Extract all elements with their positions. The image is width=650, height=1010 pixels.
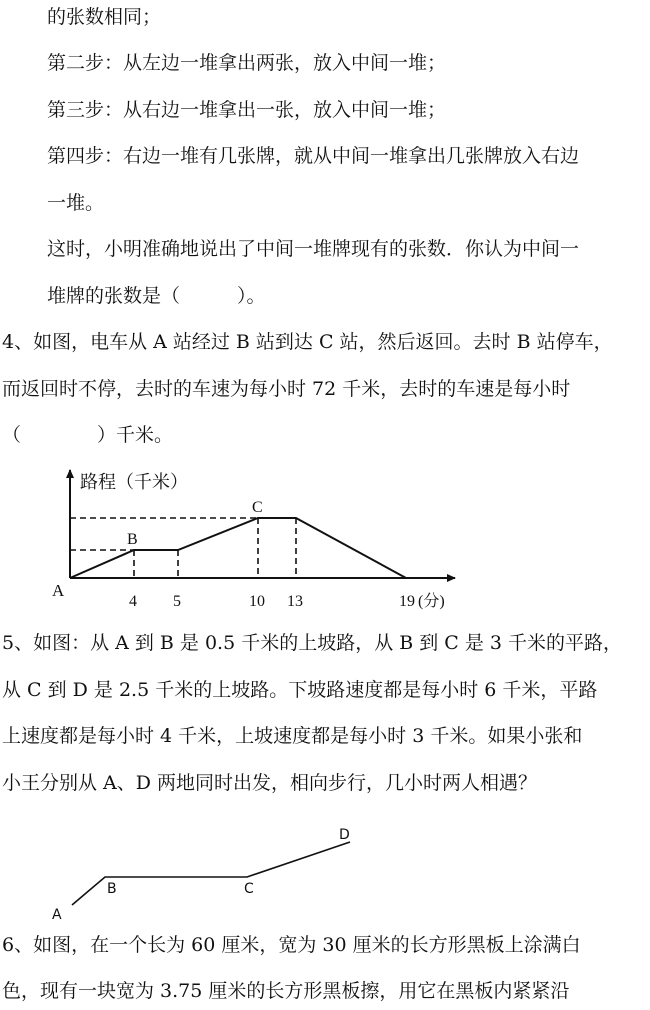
journey-path bbox=[70, 518, 406, 578]
text-line: 上速度都是每小时 4 千米，上坡速度都是每小时 3 千米。如果小张和 bbox=[2, 725, 583, 747]
x-tick-label: 5 bbox=[173, 593, 181, 610]
x-tick-label: 19 bbox=[399, 593, 415, 610]
point-label-d: D bbox=[339, 827, 350, 843]
x-tick-label: 13 bbox=[287, 593, 303, 610]
point-label-a: A bbox=[52, 907, 62, 923]
text-line: 4、如图，电车从 A 站经过 B 站到达 C 站，然后返回。去时 B 站停车， bbox=[2, 331, 613, 353]
text-line: 从 C 到 D 是 2.5 千米的上坡路。下坡路速度都是每小时 6 千米，平路 bbox=[2, 679, 598, 701]
text-line: 色，现有一块宽为 3.75 厘米的长方形黑板擦，用它在黑板内紧紧沿 bbox=[2, 980, 570, 1002]
point-label-c: C bbox=[244, 881, 254, 897]
text-line: 第二步：从左边一堆拿出两张，放入中间一堆； bbox=[47, 52, 447, 74]
text-line: 第三步：从右边一堆拿出一张，放入中间一堆； bbox=[47, 99, 447, 121]
text-line: 堆牌的张数是（ ）。 bbox=[47, 285, 266, 307]
y-axis-label: 路程（千米） bbox=[80, 472, 188, 492]
point-label-c: C bbox=[252, 499, 263, 516]
point-label-b: B bbox=[127, 531, 138, 548]
point-label-a: A bbox=[52, 581, 65, 600]
x-axis-unit: (分) bbox=[418, 593, 445, 610]
text-line: 5、如图：从 A 到 B 是 0.5 千米的上坡路，从 B 到 C 是 3 千米的平路， bbox=[2, 632, 623, 654]
text-line: 6、如图，在一个长为 60 厘米，宽为 30 厘米的长方形黑板上涂满白 bbox=[2, 934, 581, 956]
text-line: 小王分别从 A、D 两地同时出发，相向步行，几小时两人相遇？ bbox=[2, 772, 538, 794]
x-tick-label: 4 bbox=[129, 593, 137, 610]
text-line: 的张数相同； bbox=[47, 6, 162, 28]
text-line: 一堆。 bbox=[47, 192, 105, 214]
text-line: 这时，小明准确地说出了中间一堆牌现有的张数．你认为中间一 bbox=[47, 238, 580, 260]
x-tick-label: 10 bbox=[249, 593, 265, 610]
point-label-b: B bbox=[107, 881, 117, 897]
text-line: （ ）千米。 bbox=[2, 424, 174, 446]
text-line: 而返回时不停，去时的车速为每小时 72 千米，去时的车速是每小时 bbox=[2, 378, 571, 400]
text-line: 第四步：右边一堆有几张牌，就从中间一堆拿出几张牌放入右边 bbox=[47, 145, 580, 167]
